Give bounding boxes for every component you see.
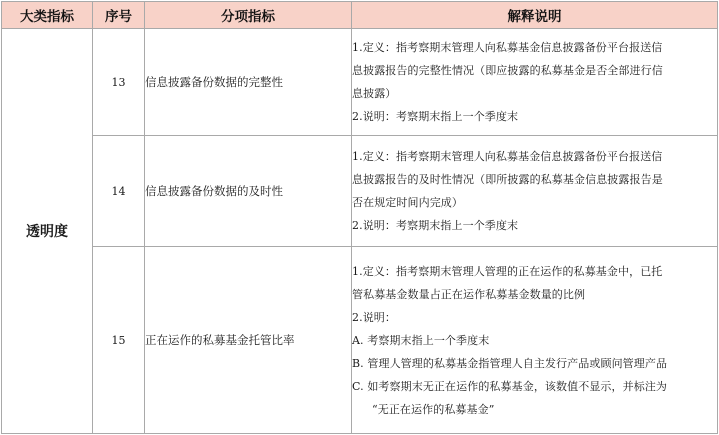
row-number: 13 [93, 29, 145, 136]
header-number: 序号 [93, 2, 145, 29]
explanation-line: 1.定义：指考察期末管理人向私募基金信息披露备份平台报送信 [352, 41, 663, 54]
row-indicator: 信息披露备份数据的完整性 [145, 29, 352, 136]
header-indicator: 分项指标 [145, 2, 352, 29]
row-explanation [352, 247, 718, 434]
row-explanation [352, 136, 718, 247]
explanation-line: 2.说明： [352, 310, 396, 324]
explanation-line: B. 管理人管理的私募基金指管理人自主发行产品或顾问管理产品 [352, 356, 668, 370]
table-row [2, 29, 718, 136]
explanation-line: 1.定义：指考察期末管理人向私募基金信息披露备份平台报送信 [352, 150, 663, 163]
row-indicator: 信息披露备份数据的及时性 [145, 136, 352, 247]
explanation-line: C. 如考察期末无正在运作的私募基金，该数值不显示，并标注为 [352, 379, 668, 393]
explanation-line: 1.定义：指考察期末管理人管理的正在运作的私募基金中，已托 [352, 264, 663, 278]
explanation-line: 息披露报告的及时性情况（即所披露的私募基金信息披露报告是 [352, 173, 663, 186]
explanation-line: 否在规定时间内完成） [352, 196, 463, 209]
table-row [2, 247, 718, 434]
explanation-line: A. 考察期末指上一个季度末 [352, 333, 490, 347]
explanation-line: 息披露报告的完整性情况（即应披露的私募基金是否全部进行信 [352, 64, 663, 77]
explanation-line: 2.说明：考察期末指上一个季度末 [352, 110, 519, 123]
explanation-line: 息披露） [352, 87, 397, 100]
row-indicator: 正在运作的私募基金托管比率 [145, 247, 352, 434]
explanation-line: 2.说明：考察期末指上一个季度末 [352, 219, 519, 232]
explanation-line: “无正在运作的私募基金” [372, 402, 495, 416]
explanation-line: 管私募基金数量占正在运作私募基金数量的比例 [352, 287, 586, 301]
header-category: 大类指标 [2, 2, 93, 29]
header-row [2, 2, 718, 29]
table-row [2, 136, 718, 247]
metrics-table [1, 1, 718, 434]
row-explanation [352, 29, 718, 136]
row-number: 14 [93, 136, 145, 247]
category-cell: 透明度 [2, 29, 93, 434]
header-explanation: 解释说明 [352, 2, 718, 29]
row-number: 15 [93, 247, 145, 434]
